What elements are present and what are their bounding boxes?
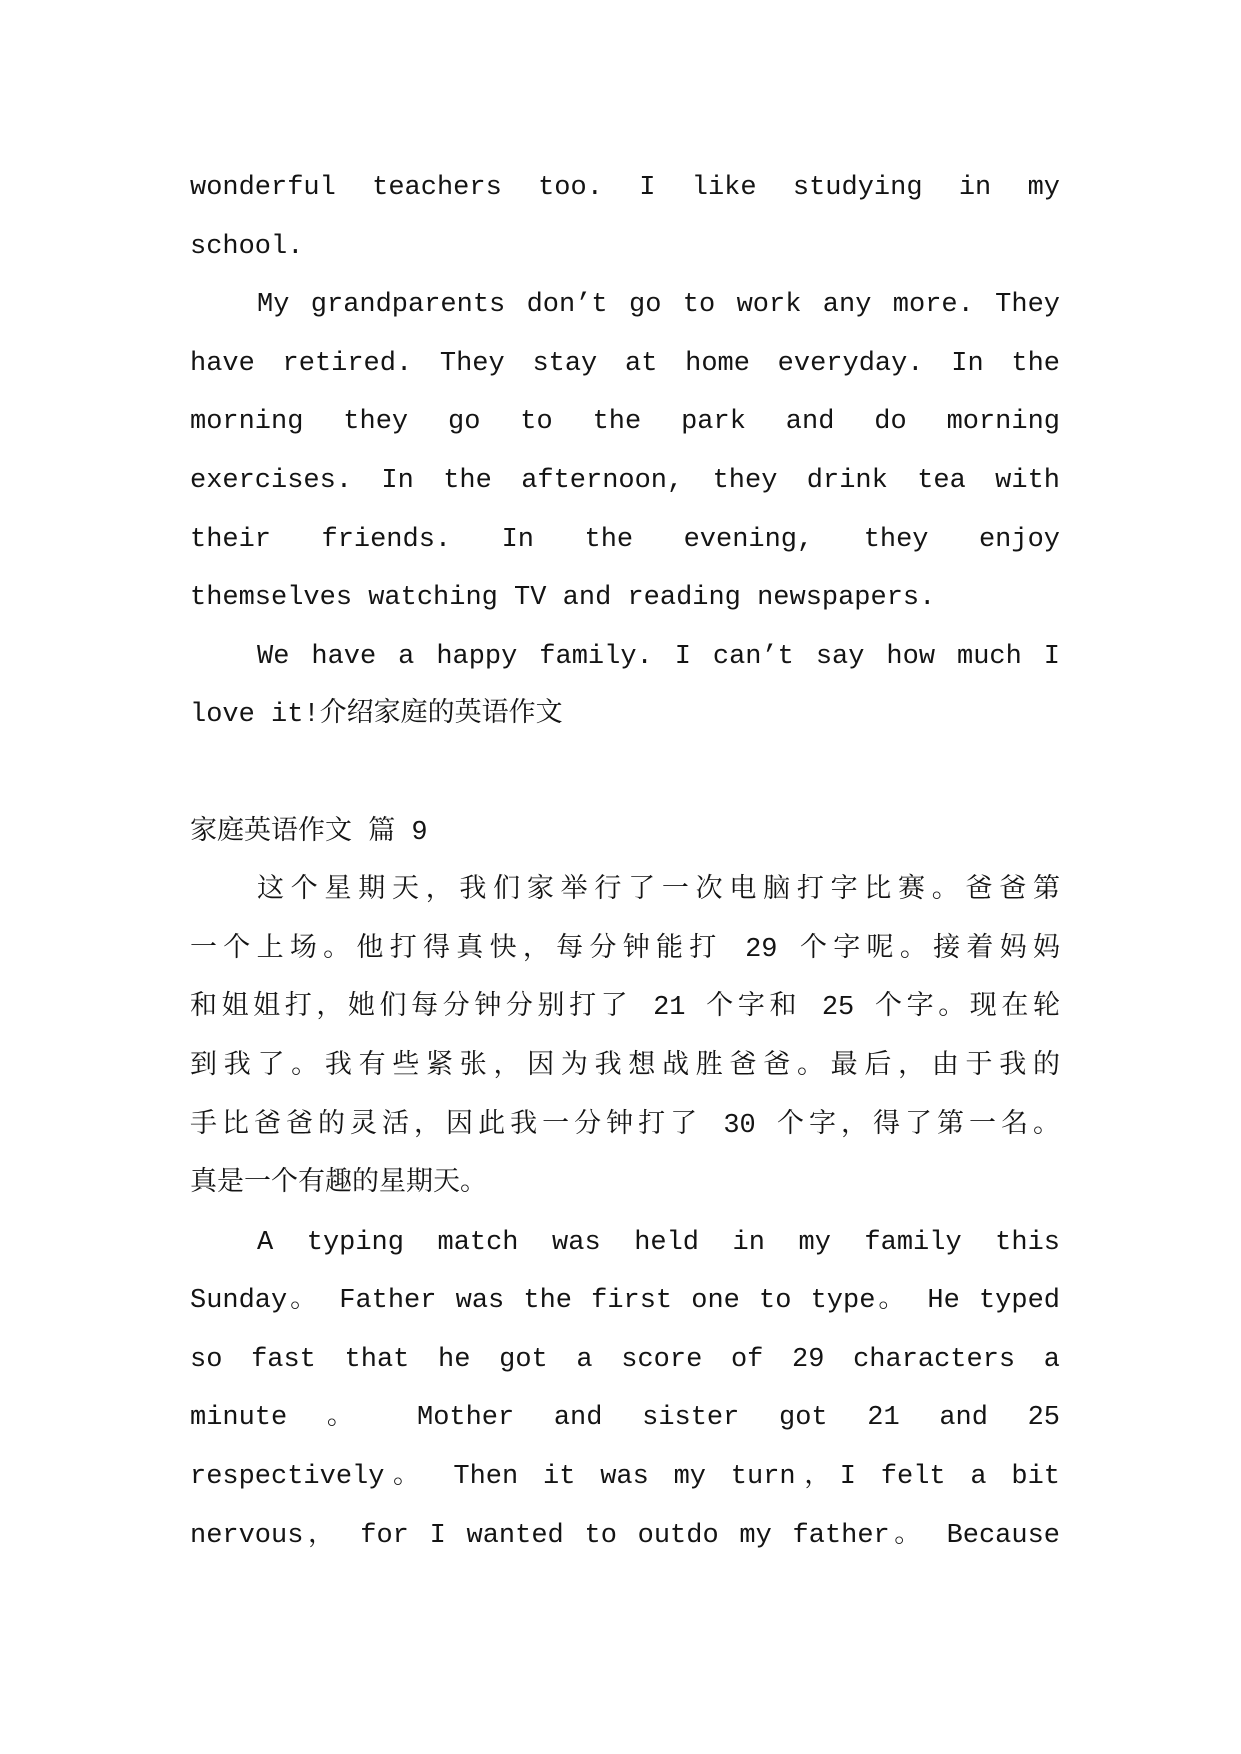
text-line: nervous， for I wanted to outdo my father。 Because bbox=[190, 1520, 1060, 1551]
text-line: exercises. In the afternoon, they drink tea with bbox=[190, 465, 1060, 496]
text-line: We have a happy family. I can’t say how much I bbox=[257, 641, 1060, 672]
text-line: 和姐姐打，她们每分钟分别打了 21 个字和 25 个字。现在轮 bbox=[190, 993, 1060, 1024]
text-line: respectively。 Then it was my turn，I felt a bit bbox=[190, 1462, 1060, 1493]
text-line: their friends. In the evening, they enjoy bbox=[190, 524, 1060, 555]
text-line: love it!介绍家庭的英语作文 bbox=[190, 700, 563, 731]
text-line: so fast that he got a score of 29 characters a bbox=[190, 1344, 1060, 1375]
text-line: My grandparents don’t go to work any more. They bbox=[257, 290, 1060, 321]
text-line: 到我了。我有些紧张，因为我想战胜爸爸。最后，由于我的 bbox=[190, 1051, 1060, 1082]
text-line: have retired. They stay at home everyday. In the bbox=[190, 348, 1060, 379]
text-line: A typing match was held in my family this bbox=[257, 1227, 1060, 1258]
paragraph bbox=[190, 862, 1060, 1214]
section-heading: 家庭英语作文 篇 9 bbox=[190, 817, 428, 848]
blank-line bbox=[190, 745, 1060, 804]
page-body bbox=[190, 159, 1060, 1565]
text-line: 这个星期天，我们家举行了一次电脑打字比赛。爸爸第 bbox=[257, 876, 1060, 907]
text-line: 真是一个有趣的星期天。 bbox=[190, 1169, 487, 1200]
paragraph bbox=[190, 276, 1060, 628]
text-line: themselves watching TV and reading newspapers. bbox=[190, 583, 936, 614]
text-line: Sunday。 Father was the first one to type。 He typed bbox=[190, 1286, 1060, 1317]
paragraph-continued bbox=[190, 159, 1060, 276]
text-line: 一个上场。他打得真快，每分钟能打 29 个字呢。接着妈妈 bbox=[190, 934, 1060, 965]
text-line: morning they go to the park and do morning bbox=[190, 407, 1060, 438]
text-line: school. bbox=[190, 231, 304, 262]
paragraph bbox=[190, 1214, 1060, 1566]
paragraph bbox=[190, 628, 1060, 745]
text-line: wonderful teachers too. I like studying in my bbox=[190, 173, 1060, 203]
text-line: 手比爸爸的灵活，因此我一分钟打了 30 个字，得了第一名。 bbox=[190, 1110, 1060, 1141]
text-line: minute 。 Mother and sister got 21 and 25 bbox=[190, 1403, 1060, 1434]
